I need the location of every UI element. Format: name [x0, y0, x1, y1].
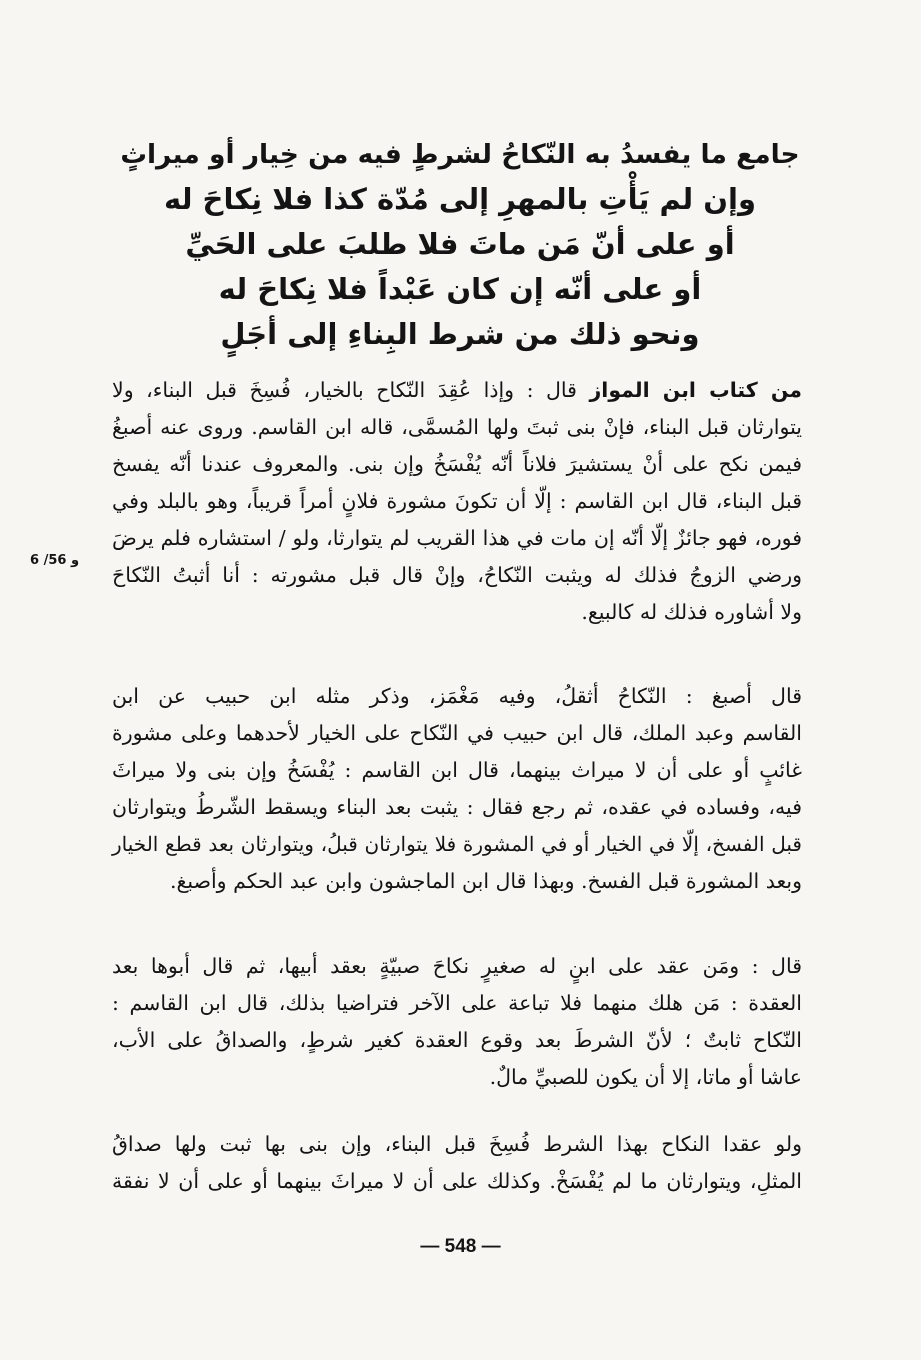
heading-line-4: أو على أنّه إن كان عَبْداً فلا نِكاحَ له	[218, 272, 702, 306]
paragraph-3-line-4: عاشا أو ماتا، إلا أن يكون للصبيِّ مالٌ.	[489, 1065, 802, 1089]
paragraph-3-line-3: النّكاح ثابتٌ ؛ لأنّ الشرطَ بعد وقوع العقدة كغير شرطٍ، والصداقُ على الأب،	[112, 1028, 802, 1052]
paragraph-3-line-1: قال : ومَن عقد على ابنٍ له صغيرٍ نكاحَ صبيّةٍ بعقد أبيها، ثم قال أبوها بعد	[112, 954, 802, 978]
paragraph-1-line-4: قبل البناء، قال ابن القاسم : إلّا أن تكونَ مشورة فلانٍ أمراً قريباً، وهو بالبلد وفي	[112, 489, 802, 513]
paragraph-2-line-6: وبعد المشورة قبل الفسخ. وبهذا قال ابن الماجشون وابن عبد الحكم وأصبغ.	[169, 869, 802, 893]
paragraph-2-line-4: فيه، وفساده في عقده، ثم رجع فقال : يثبت بعد البناء ويسقط الشّرطُ ويتوارثان	[112, 795, 802, 819]
paragraph-2-line-5: قبل الفسخ، إلّا في الخيار أو في المشورة فلا يتوارثان قبلُ، ويتوارثان بعد قطع الخيار	[112, 832, 802, 856]
paragraph-1-line-1-text: قال : وإذا عُقِدَ النّكاح بالخيار، فُسِخَ قبل البناء، ولا	[112, 378, 590, 402]
paragraph-4-line-1: ولو عقدا النكاح بهذا الشرط فُسِخَ قبل البناء، وإن بنى بها ثبت ولها صداقُ	[112, 1132, 802, 1156]
paragraph-1-line-1	[112, 372, 802, 409]
paragraph-3	[112, 948, 802, 1096]
paragraph-1-line-5: فوره، فهو جائزٌ إلّا أنّه إن مات في هذا القريب لم يتوارثا، ولو / استشاره فلم يرضَ	[112, 526, 802, 550]
heading-line-1: جامع ما يفسدُ به النّكاحُ لشرطٍ فيه من خِيار أو ميراثٍ	[120, 139, 800, 170]
paragraph-1-line-6: ورضي الزوجُ فذلك له ويثبت النّكاحُ، وإنْ قال قبل مشورته : أنا أثبتُ النّكاحَ	[112, 563, 802, 587]
paragraph-4-line-2: المثلِ، ويتوارثان ما لم يُفْسَخْ. وكذلك على أن لا ميراثَ بينهما أو على أن لا نفقة	[112, 1169, 802, 1193]
page-number: — 548 —	[420, 1236, 501, 1257]
paragraph-2	[112, 678, 802, 900]
source-citation: من كتاب ابن المواز	[589, 378, 802, 402]
paragraph-2-line-2: القاسم وعبد الملك، قال ابن حبيب في النّكاح على الخيار لأحدهما وعلى مشورة	[112, 721, 802, 745]
paragraph-1-line-2: يتوارثان قبل البناء، فإنْ بنى ثبتَ ولها المُسمَّى، قاله ابن القاسم. وروى عنه أصبغُ	[112, 415, 802, 439]
heading-line-3: أو على أنّ مَن ماتَ فلا طلبَ على الحَيِّ	[185, 227, 735, 261]
chapter-heading	[120, 132, 800, 357]
paragraph-4	[112, 1126, 802, 1200]
paragraph-2-line-1: قال أصبغ : النّكاحُ أثقلُ، وفيه مَغْمَز، وذكر مثله ابن حبيب عن ابن	[112, 684, 802, 708]
paragraph-2-line-3: غائبٍ أو على أن لا ميراث بينهما، قال ابن القاسم : يُفْسَخُ وإن بنى ولا ميراثَ	[112, 758, 802, 782]
heading-line-5: ونحو ذلك من شرط البِناءِ إلى أجَلٍ	[220, 317, 700, 351]
paragraph-1	[112, 372, 802, 631]
paragraph-1-line-3: فيمن نكح على أنْ يستشيرَ فلاناً أنّه يُفْسَخُ وإن بنى. والمعروف عندنا أنّه يفسخ	[112, 452, 802, 476]
paragraph-1-line-7: ولا أشاوره فذلك له كالبيع.	[581, 600, 802, 624]
paragraph-3-line-2: العقدة : مَن هلك منهما فلا تباعة على الآخر فتراضيا بذلك، قال ابن القاسم :	[112, 991, 802, 1015]
heading-line-2: وإن لم يَأْتِ بالمهرِ إلى مُدّة كذا فلا نِكاحَ له	[163, 182, 756, 216]
manuscript-folio-note: 6 /56 و	[30, 553, 80, 568]
